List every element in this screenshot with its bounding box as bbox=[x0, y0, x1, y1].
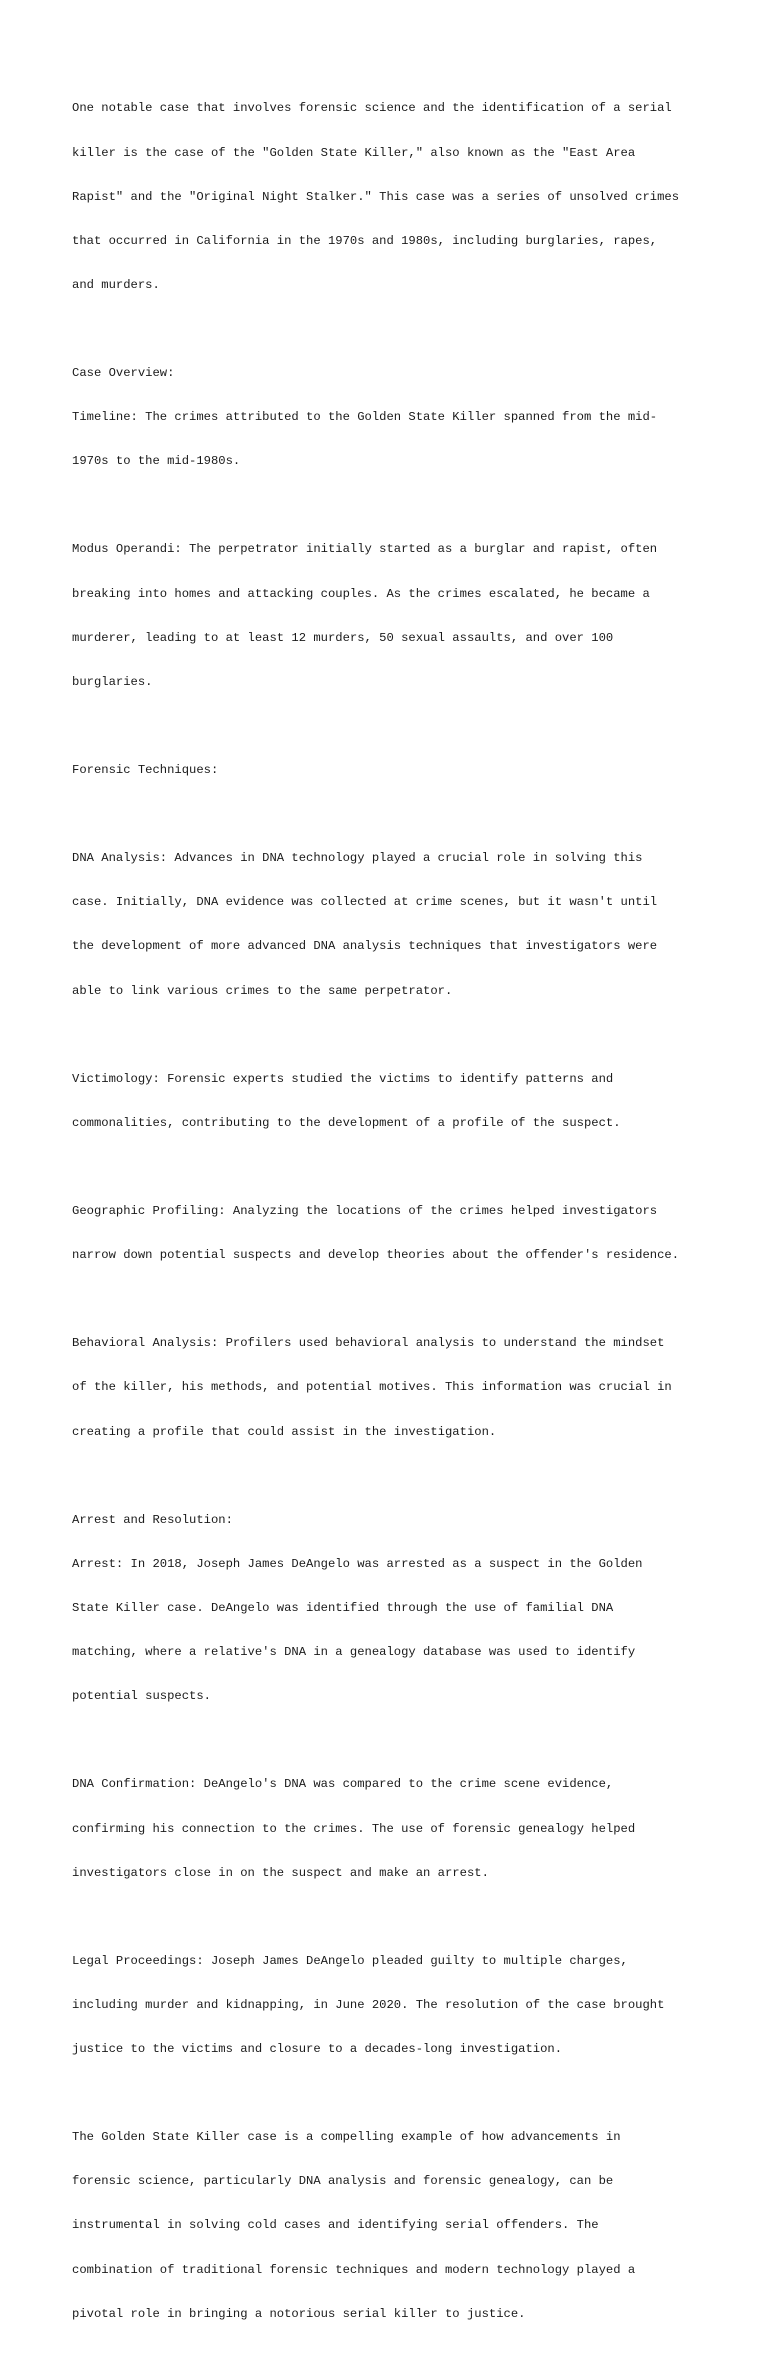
text-line: The Golden State Killer case is a compelling example of how advancements in bbox=[72, 2130, 621, 2145]
victimology-paragraph bbox=[72, 1042, 712, 1160]
dna-analysis-paragraph bbox=[72, 822, 712, 1028]
text-line: potential suspects. bbox=[72, 1689, 211, 1704]
text-line: confirming his connection to the crimes. The use of forensic genealogy helped bbox=[72, 1821, 636, 1836]
text-line: State Killer case. DeAngelo was identified through the use of familial DNA bbox=[72, 1601, 614, 1615]
text-line: Behavioral Analysis: Profilers used behavioral analysis to understand the mindset bbox=[72, 1336, 665, 1351]
text-line: the development of more advanced DNA analysis techniques that investigators were bbox=[72, 939, 658, 954]
modus-operandi-paragraph bbox=[72, 513, 712, 719]
section-heading: Case Overview: bbox=[72, 366, 175, 381]
text-line: commonalities, contributing to the development of a profile of the suspect. bbox=[72, 1115, 621, 1130]
text-line: killer is the case of the "Golden State Killer," also known as the "East Area bbox=[72, 145, 636, 160]
text-line: of the killer, his methods, and potential motives. This information was crucial in bbox=[72, 1380, 672, 1395]
text-line: narrow down potential suspects and develop theories about the offender's residence. bbox=[72, 1248, 680, 1263]
text-line: instrumental in solving cold cases and identifying serial offenders. The bbox=[72, 2218, 599, 2233]
behavioral-analysis-paragraph bbox=[72, 1307, 712, 1469]
text-line: Arrest: In 2018, Joseph James DeAngelo was arrested as a suspect in the Golden bbox=[72, 1556, 643, 1571]
text-line: Rapist" and the "Original Night Stalker." This case was a series of unsolved crimes bbox=[72, 189, 680, 204]
text-line: forensic science, particularly DNA analysis and forensic genealogy, can be bbox=[72, 2174, 614, 2189]
geographic-profiling-paragraph bbox=[72, 1175, 712, 1293]
dna-confirmation-paragraph bbox=[72, 1748, 712, 1910]
text-line: matching, where a relative's DNA in a genealogy database was used to identify bbox=[72, 1645, 636, 1660]
text-line: and murders. bbox=[72, 277, 160, 292]
text-line: DNA Confirmation: DeAngelo's DNA was compared to the crime scene evidence, bbox=[72, 1777, 614, 1792]
text-line: combination of traditional forensic techniques and modern technology played a bbox=[72, 2262, 636, 2277]
forensic-techniques-heading bbox=[72, 734, 712, 808]
section-heading: Forensic Techniques: bbox=[72, 763, 219, 777]
text-line: case. Initially, DNA evidence was collected at crime scenes, but it wasn't until bbox=[72, 895, 658, 910]
text-line: that occurred in California in the 1970s and 1980s, including burglaries, rapes, bbox=[72, 233, 658, 248]
conclusion-paragraph bbox=[72, 2101, 712, 2351]
text-line: breaking into homes and attacking couples. As the crimes escalated, he became a bbox=[72, 586, 650, 601]
text-line: Geographic Profiling: Analyzing the locations of the crimes helped investigators bbox=[72, 1204, 658, 1219]
text-line: Modus Operandi: The perpetrator initially started as a burglar and rapist, often bbox=[72, 542, 658, 557]
text-line: Timeline: The crimes attributed to the Golden State Killer spanned from the mid- bbox=[72, 410, 658, 425]
intro-paragraph bbox=[72, 72, 712, 322]
text-line: murderer, leading to at least 12 murders, 50 sexual assaults, and over 100 bbox=[72, 630, 614, 645]
document-page bbox=[72, 72, 712, 2366]
text-line: Victimology: Forensic experts studied the victims to identify patterns and bbox=[72, 1071, 614, 1086]
text-line: able to link various crimes to the same perpetrator. bbox=[72, 983, 453, 998]
text-line: investigators close in on the suspect and make an arrest. bbox=[72, 1865, 489, 1880]
case-overview-paragraph bbox=[72, 337, 712, 499]
text-line: One notable case that involves forensic science and the identification of a serial bbox=[72, 101, 672, 116]
text-line: 1970s to the mid-1980s. bbox=[72, 454, 241, 469]
text-line: Legal Proceedings: Joseph James DeAngelo pleaded guilty to multiple charges, bbox=[72, 1953, 628, 1968]
legal-proceedings-paragraph bbox=[72, 1924, 712, 2086]
text-line: DNA Analysis: Advances in DNA technology played a crucial role in solving this bbox=[72, 851, 643, 866]
text-line: pivotal role in bringing a notorious serial killer to justice. bbox=[72, 2306, 526, 2321]
text-line: justice to the victims and closure to a decades-long investigation. bbox=[72, 2042, 563, 2057]
text-line: burglaries. bbox=[72, 674, 153, 689]
text-line: creating a profile that could assist in the investigation. bbox=[72, 1424, 497, 1439]
arrest-paragraph bbox=[72, 1483, 712, 1733]
text-line: including murder and kidnapping, in June 2020. The resolution of the case brought bbox=[72, 1997, 665, 2012]
section-heading: Arrest and Resolution: bbox=[72, 1512, 233, 1527]
